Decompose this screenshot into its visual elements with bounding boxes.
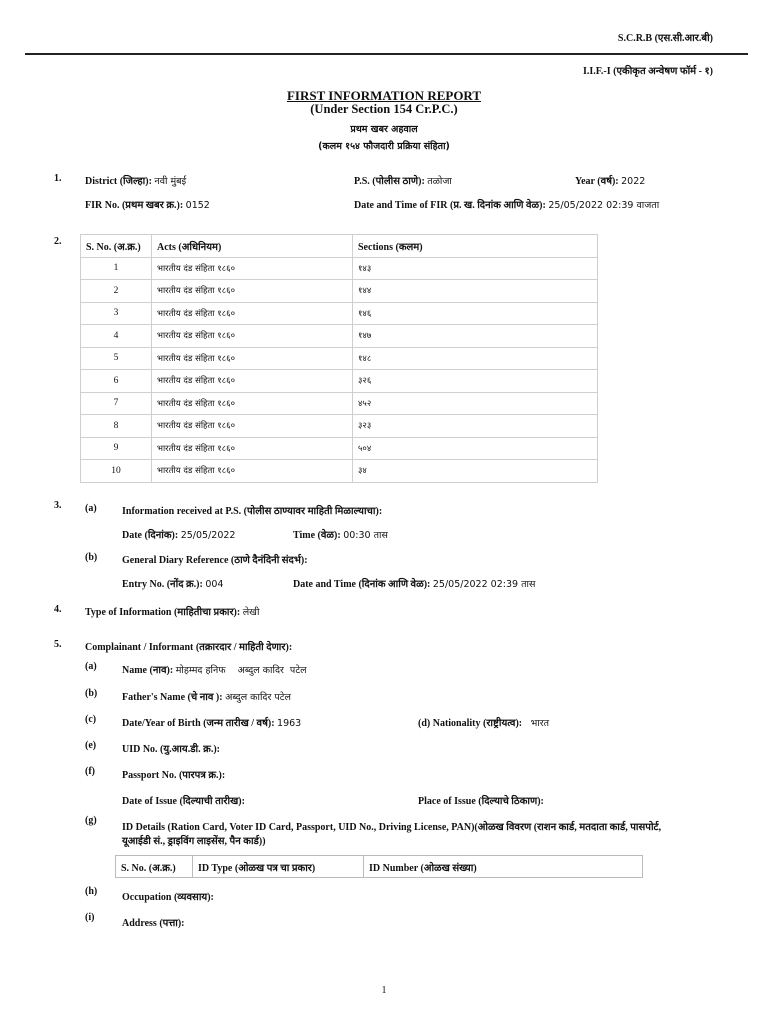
acts-table-header [81, 235, 598, 258]
row-act: भारतीय दंड संहिता १८६० [152, 280, 353, 303]
father-name-value: अब्दुल कादिर पटेल [225, 692, 291, 703]
acts-table-row [81, 325, 598, 348]
acts-table-row [81, 415, 598, 438]
diary-reference-label: General Diary Reference (ठाणे दैनंदिनी संदर्भ): [122, 555, 308, 566]
passport-label: Passport No. (पारपत्र क्र.): [122, 770, 226, 781]
id-table-header [116, 856, 643, 878]
acts-table-row [81, 347, 598, 370]
row-sno: 5 [81, 347, 152, 370]
row-act: भारतीय दंड संहिता १८६० [152, 460, 353, 483]
header-acts: Acts (अधिनियम) [152, 235, 353, 258]
section-3b-tag: (b) [85, 552, 98, 563]
issue-date-label: Date of Issue (दिल्याची तारीख): [122, 796, 245, 807]
acts-table-row [81, 280, 598, 303]
information-type-label: Type of Information (माहितीचा प्रकार): [85, 607, 241, 618]
report-subtitle: (Under Section 154 Cr.P.C.) [310, 102, 458, 116]
birth-value: 1963 [277, 718, 302, 729]
row-sno: 10 [81, 460, 152, 483]
acts-table-row [81, 437, 598, 460]
section-5f-tag: (f) [85, 766, 95, 777]
entry-number-field [122, 576, 223, 590]
id-header-sno: S. No. (अ.क्र.) [116, 856, 193, 878]
section-2-number: 2. [54, 236, 62, 247]
acts-table-row [81, 370, 598, 393]
fir-datetime-label: Date and Time of FIR (प्र. ख. दिनांक आणि वेळ): [354, 200, 546, 211]
header-sections: Sections (कलम) [353, 235, 598, 258]
birth-field [122, 715, 301, 729]
entry-number-value: 004 [205, 579, 224, 590]
row-section: ३४ [353, 460, 598, 483]
row-act: भारतीय दंड संहिता १८६० [152, 370, 353, 393]
information-type-field [85, 604, 259, 618]
row-act: भारतीय दंड संहिता १८६० [152, 437, 353, 460]
info-date-value: 25/05/2022 [180, 530, 236, 541]
ps-value: तळोजा [427, 176, 452, 187]
row-sno: 6 [81, 370, 152, 393]
nationality-value: भारत [530, 718, 550, 729]
nationality-field [418, 715, 549, 729]
id-header-type: ID Type (ओळख पत्र चा प्रकार) [193, 856, 364, 878]
section-4-number: 4. [54, 604, 62, 615]
row-section: १४४ [353, 280, 598, 303]
row-act: भारतीय दंड संहिता १८६० [152, 415, 353, 438]
page-number: 1 [381, 985, 387, 996]
acts-table-row [81, 460, 598, 483]
acts-table-row [81, 392, 598, 415]
father-name-field [122, 689, 291, 703]
fir-label: FIR No. (प्रथम खबर क्र.): [85, 200, 184, 211]
form-code: I.I.F.-I (एकीकृत अन्वेषण फॉर्म - १) [582, 66, 713, 77]
id-header-number: ID Number (ओळख संख्या) [364, 856, 643, 878]
row-act: भारतीय दंड संहिता १८६० [152, 347, 353, 370]
section-5e-tag: (e) [85, 740, 97, 751]
birth-label: Date/Year of Birth (जन्म तारीख / वर्ष): [122, 718, 275, 729]
complainant-name-value: मोहम्मद हनिफ अब्दुल कादिर पटेल [175, 665, 307, 676]
row-section: ३२३ [353, 415, 598, 438]
information-type-value: लेखी [242, 607, 260, 618]
row-section: ३२६ [353, 370, 598, 393]
row-sno: 8 [81, 415, 152, 438]
row-section: १४८ [353, 347, 598, 370]
complainant-name-field [122, 662, 307, 676]
info-time-field [293, 527, 388, 541]
row-section: ५०४ [353, 437, 598, 460]
id-details-table [115, 855, 643, 878]
section-3-number: 3. [54, 500, 62, 511]
acts-sections-table [80, 234, 598, 483]
header-divider [25, 53, 748, 55]
row-sno: 4 [81, 325, 152, 348]
section-3a-tag: (a) [85, 503, 97, 514]
fir-value: 0152 [185, 200, 210, 211]
row-section: १४६ [353, 302, 598, 325]
entry-datetime-label: Date and Time (दिनांक आणि वेळ): [293, 579, 431, 590]
row-sno: 7 [81, 392, 152, 415]
info-time-value: 00:30 तास [343, 530, 388, 541]
info-time-label: Time (वेळ): [293, 530, 341, 541]
year-value: 2022 [621, 176, 646, 187]
report-subtitle-marathi: (कलम १५४ फौजदारी प्रक्रिया संहिता) [318, 141, 450, 152]
district-field [85, 173, 186, 187]
section-5g-tag: (g) [85, 815, 97, 826]
row-act: भारतीय दंड संहिता १८६० [152, 302, 353, 325]
fir-datetime-field [354, 197, 659, 211]
id-details-label-line1: ID Details (Ration Card, Voter ID Card, Passport, UID No., Driving License, PAN)(ओळख विवरण (राशन कार्ड, मतदाता कार्ड, पासपोर्ट, [122, 822, 662, 833]
section-5i-tag: (i) [85, 912, 95, 923]
report-title-marathi: प्रथम खबर अहवाल [350, 124, 418, 135]
section-5-number: 5. [54, 639, 62, 650]
row-section: १४३ [353, 257, 598, 280]
police-station-field [354, 173, 452, 187]
ps-label: P.S. (पोलीस ठाणे): [354, 176, 425, 187]
info-date-field [122, 527, 235, 541]
year-label: Year (वर्ष): [575, 176, 619, 187]
row-sno: 2 [81, 280, 152, 303]
row-act: भारतीय दंड संहिता १८६० [152, 325, 353, 348]
section-5c-tag: (c) [85, 714, 97, 725]
district-value: नवी मुंबई [154, 176, 187, 187]
row-act: भारतीय दंड संहिता १८६० [152, 392, 353, 415]
row-sno: 3 [81, 302, 152, 325]
acts-table-row [81, 302, 598, 325]
fir-number-field [85, 197, 210, 211]
year-field [575, 173, 645, 187]
report-title: FIRST INFORMATION REPORT [286, 88, 482, 103]
entry-datetime-value: 25/05/2022 02:39 तास [432, 579, 536, 590]
row-section: १४७ [353, 325, 598, 348]
section-1-number: 1. [54, 173, 62, 184]
complainant-name-label: Name (नाव): [122, 665, 174, 676]
entry-number-label: Entry No. (नोंद क्र.): [122, 579, 203, 590]
info-received-label: Information received at P.S. (पोलीस ठाण्यावर माहिती मिळाल्याचा): [122, 506, 383, 517]
nationality-label: (d) Nationality (राष्ट्रीयत्व): [418, 718, 523, 729]
row-sno: 1 [81, 257, 152, 280]
district-label: District (जिल्हा): [85, 176, 152, 187]
entry-datetime-field [293, 576, 535, 590]
uid-label: UID No. (यु.आय.डी. क्र.): [122, 744, 220, 755]
row-sno: 9 [81, 437, 152, 460]
section-5a-tag: (a) [85, 661, 97, 672]
row-act: भारतीय दंड संहिता १८६० [152, 257, 353, 280]
address-label: Address (पत्ता): [122, 918, 185, 929]
row-section: ४५२ [353, 392, 598, 415]
acts-table-row [81, 257, 598, 280]
scrb-label: S.C.R.B (एस.सी.आर.बी) [617, 33, 713, 44]
issue-place-label: Place of Issue (दिल्याचे ठिकाण): [418, 796, 544, 807]
fir-datetime-value: 25/05/2022 02:39 वाजता [548, 200, 660, 211]
complainant-heading: Complainant / Informant (तक्रारदार / माहिती देणार): [85, 642, 293, 653]
occupation-label: Occupation (व्यवसाय): [122, 892, 214, 903]
header-sno: S. No. (अ.क्र.) [81, 235, 152, 258]
section-5h-tag: (h) [85, 886, 98, 897]
section-5b-tag: (b) [85, 688, 98, 699]
id-details-label-line2: यूआईडी सं., ड्राइविंग लाइसेंस, पैन कार्ड)) [122, 836, 266, 847]
info-date-label: Date (दिनांक): [122, 530, 179, 541]
father-name-label: Father's Name (चे नाव ): [122, 692, 223, 703]
